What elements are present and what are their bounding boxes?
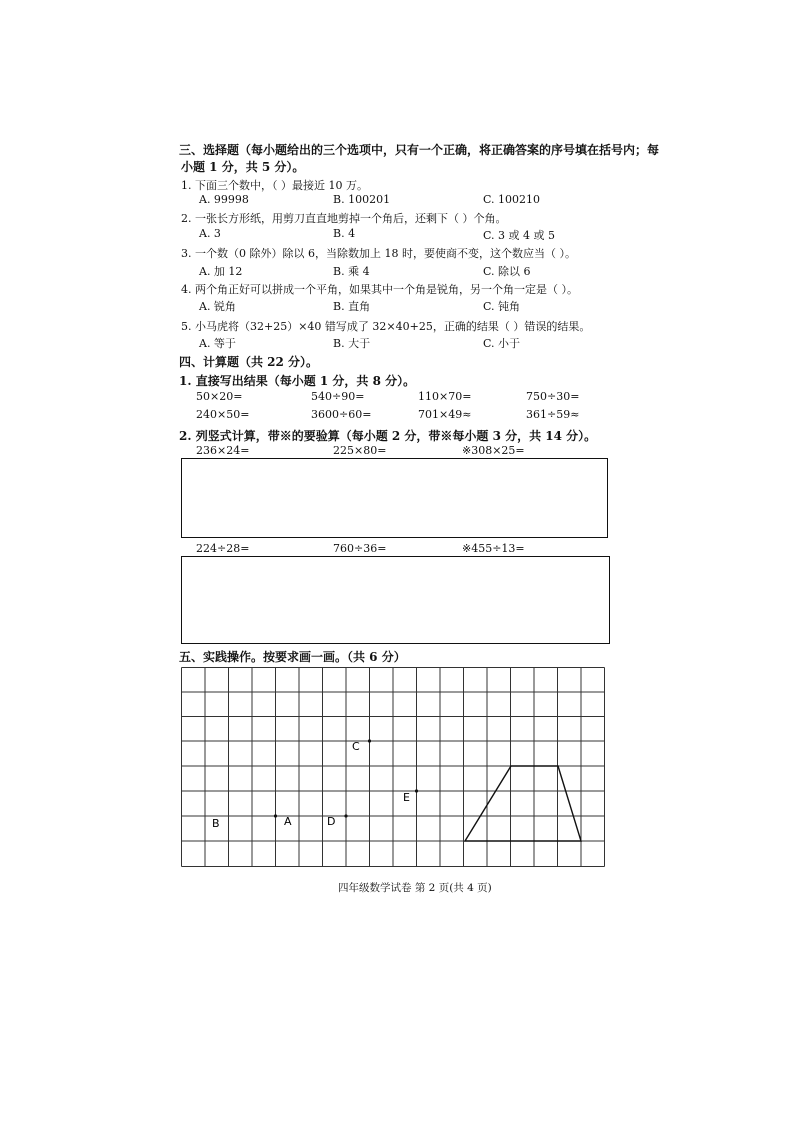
oral-calc-7: 701×49≈ (418, 408, 472, 421)
question-4-option-b: B. 直角 (333, 300, 371, 313)
point-a-label: A (284, 815, 292, 828)
question-4-option-c: C. 钝角 (483, 300, 521, 313)
question-3-stem: 3. 一个数（0 除外）除以 6，当除数加上 18 时，要使商不变，这个数应当（ ）。 (181, 247, 576, 260)
vertical-calc-5: 760÷36= (333, 542, 387, 555)
question-5-option-a: A. 等于 (199, 337, 236, 350)
question-4-stem: 4. 两个角正好可以拼成一个平角，如果其中一个角是锐角，另一个角一定是（ ）。 (181, 283, 578, 296)
question-4-option-a: A. 锐角 (199, 300, 236, 313)
question-2-option-b: B. 4 (333, 227, 356, 240)
question-3-option-c: C. 除以 6 (483, 265, 531, 278)
point-c-label: C (352, 740, 360, 753)
section5-heading: 五、实践操作。按要求画一画。（共 6 分） (179, 650, 406, 664)
section3-heading-line2: 小题 1 分，共 5 分）。 (181, 160, 305, 174)
point-b-label: B (212, 817, 220, 830)
point-a-dot (274, 814, 277, 817)
oral-calc-2: 540÷90= (311, 390, 365, 403)
question-1-option-a: A. 99998 (199, 193, 249, 206)
question-5-stem: 5. 小马虎将（32+25）×40 错写成了 32×40+25，正确的结果（ ）错误的结果。 (181, 320, 591, 333)
calc-part2-title: 2. 列竖式计算，带※的要验算（每小题 2 分，带※每小题 3 分，共 14 分）。 (179, 429, 597, 443)
oral-calc-6: 3600÷60= (311, 408, 372, 421)
point-d-label: D (327, 815, 336, 828)
oral-calc-3: 110×70= (418, 390, 472, 403)
oral-calc-1: 50×20= (196, 390, 243, 403)
answer-box-1[interactable] (181, 458, 608, 538)
question-1-option-c: C. 100210 (483, 193, 541, 206)
vertical-calc-2: 225×80= (333, 444, 387, 457)
vertical-calc-6: ※455÷13= (462, 542, 525, 555)
page-footer: 四年级数学试卷 第 2 页(共 4 页) (338, 882, 492, 894)
answer-box-2[interactable] (181, 556, 610, 644)
section3-heading-line1: 三、选择题（每小题给出的三个选项中，只有一个正确，将正确答案的序号填在括号内；每 (179, 143, 660, 157)
point-e-dot (415, 789, 418, 792)
question-2-stem: 2. 一张长方形纸，用剪刀直直地剪掉一个角后，还剩下（ ）个角。 (181, 212, 507, 225)
question-5-option-b: B. 大于 (333, 337, 371, 350)
question-3-option-a: A. 加 12 (199, 265, 243, 278)
question-2-option-a: A. 3 (199, 227, 221, 240)
vertical-calc-4: 224÷28= (196, 542, 250, 555)
oral-calc-5: 240×50= (196, 408, 250, 421)
question-1-stem: 1. 下面三个数中，（ ）最接近 10 万。 (181, 179, 368, 192)
oral-calc-8: 361÷59≈ (526, 408, 580, 421)
grid-svg (181, 667, 605, 867)
question-2-option-c: C. 3 或 4 或 5 (483, 229, 555, 242)
point-c-dot (368, 739, 371, 742)
section4-heading: 四、计算题（共 22 分）。 (179, 355, 319, 369)
calc-part1-title: 1. 直接写出结果（每小题 1 分，共 8 分）。 (179, 374, 416, 388)
question-1-option-b: B. 100201 (333, 193, 391, 206)
question-3-option-b: B. 乘 4 (333, 265, 370, 278)
vertical-calc-1: 236×24= (196, 444, 250, 457)
drawing-grid[interactable] (181, 667, 605, 867)
point-d-dot (344, 814, 347, 817)
point-e-label: E (403, 791, 410, 804)
grid-lines (182, 668, 605, 867)
trapezoid-shape (465, 766, 581, 841)
oral-calc-4: 750÷30= (526, 390, 580, 403)
question-5-option-c: C. 小于 (483, 337, 521, 350)
vertical-calc-3: ※308×25= (462, 444, 525, 457)
